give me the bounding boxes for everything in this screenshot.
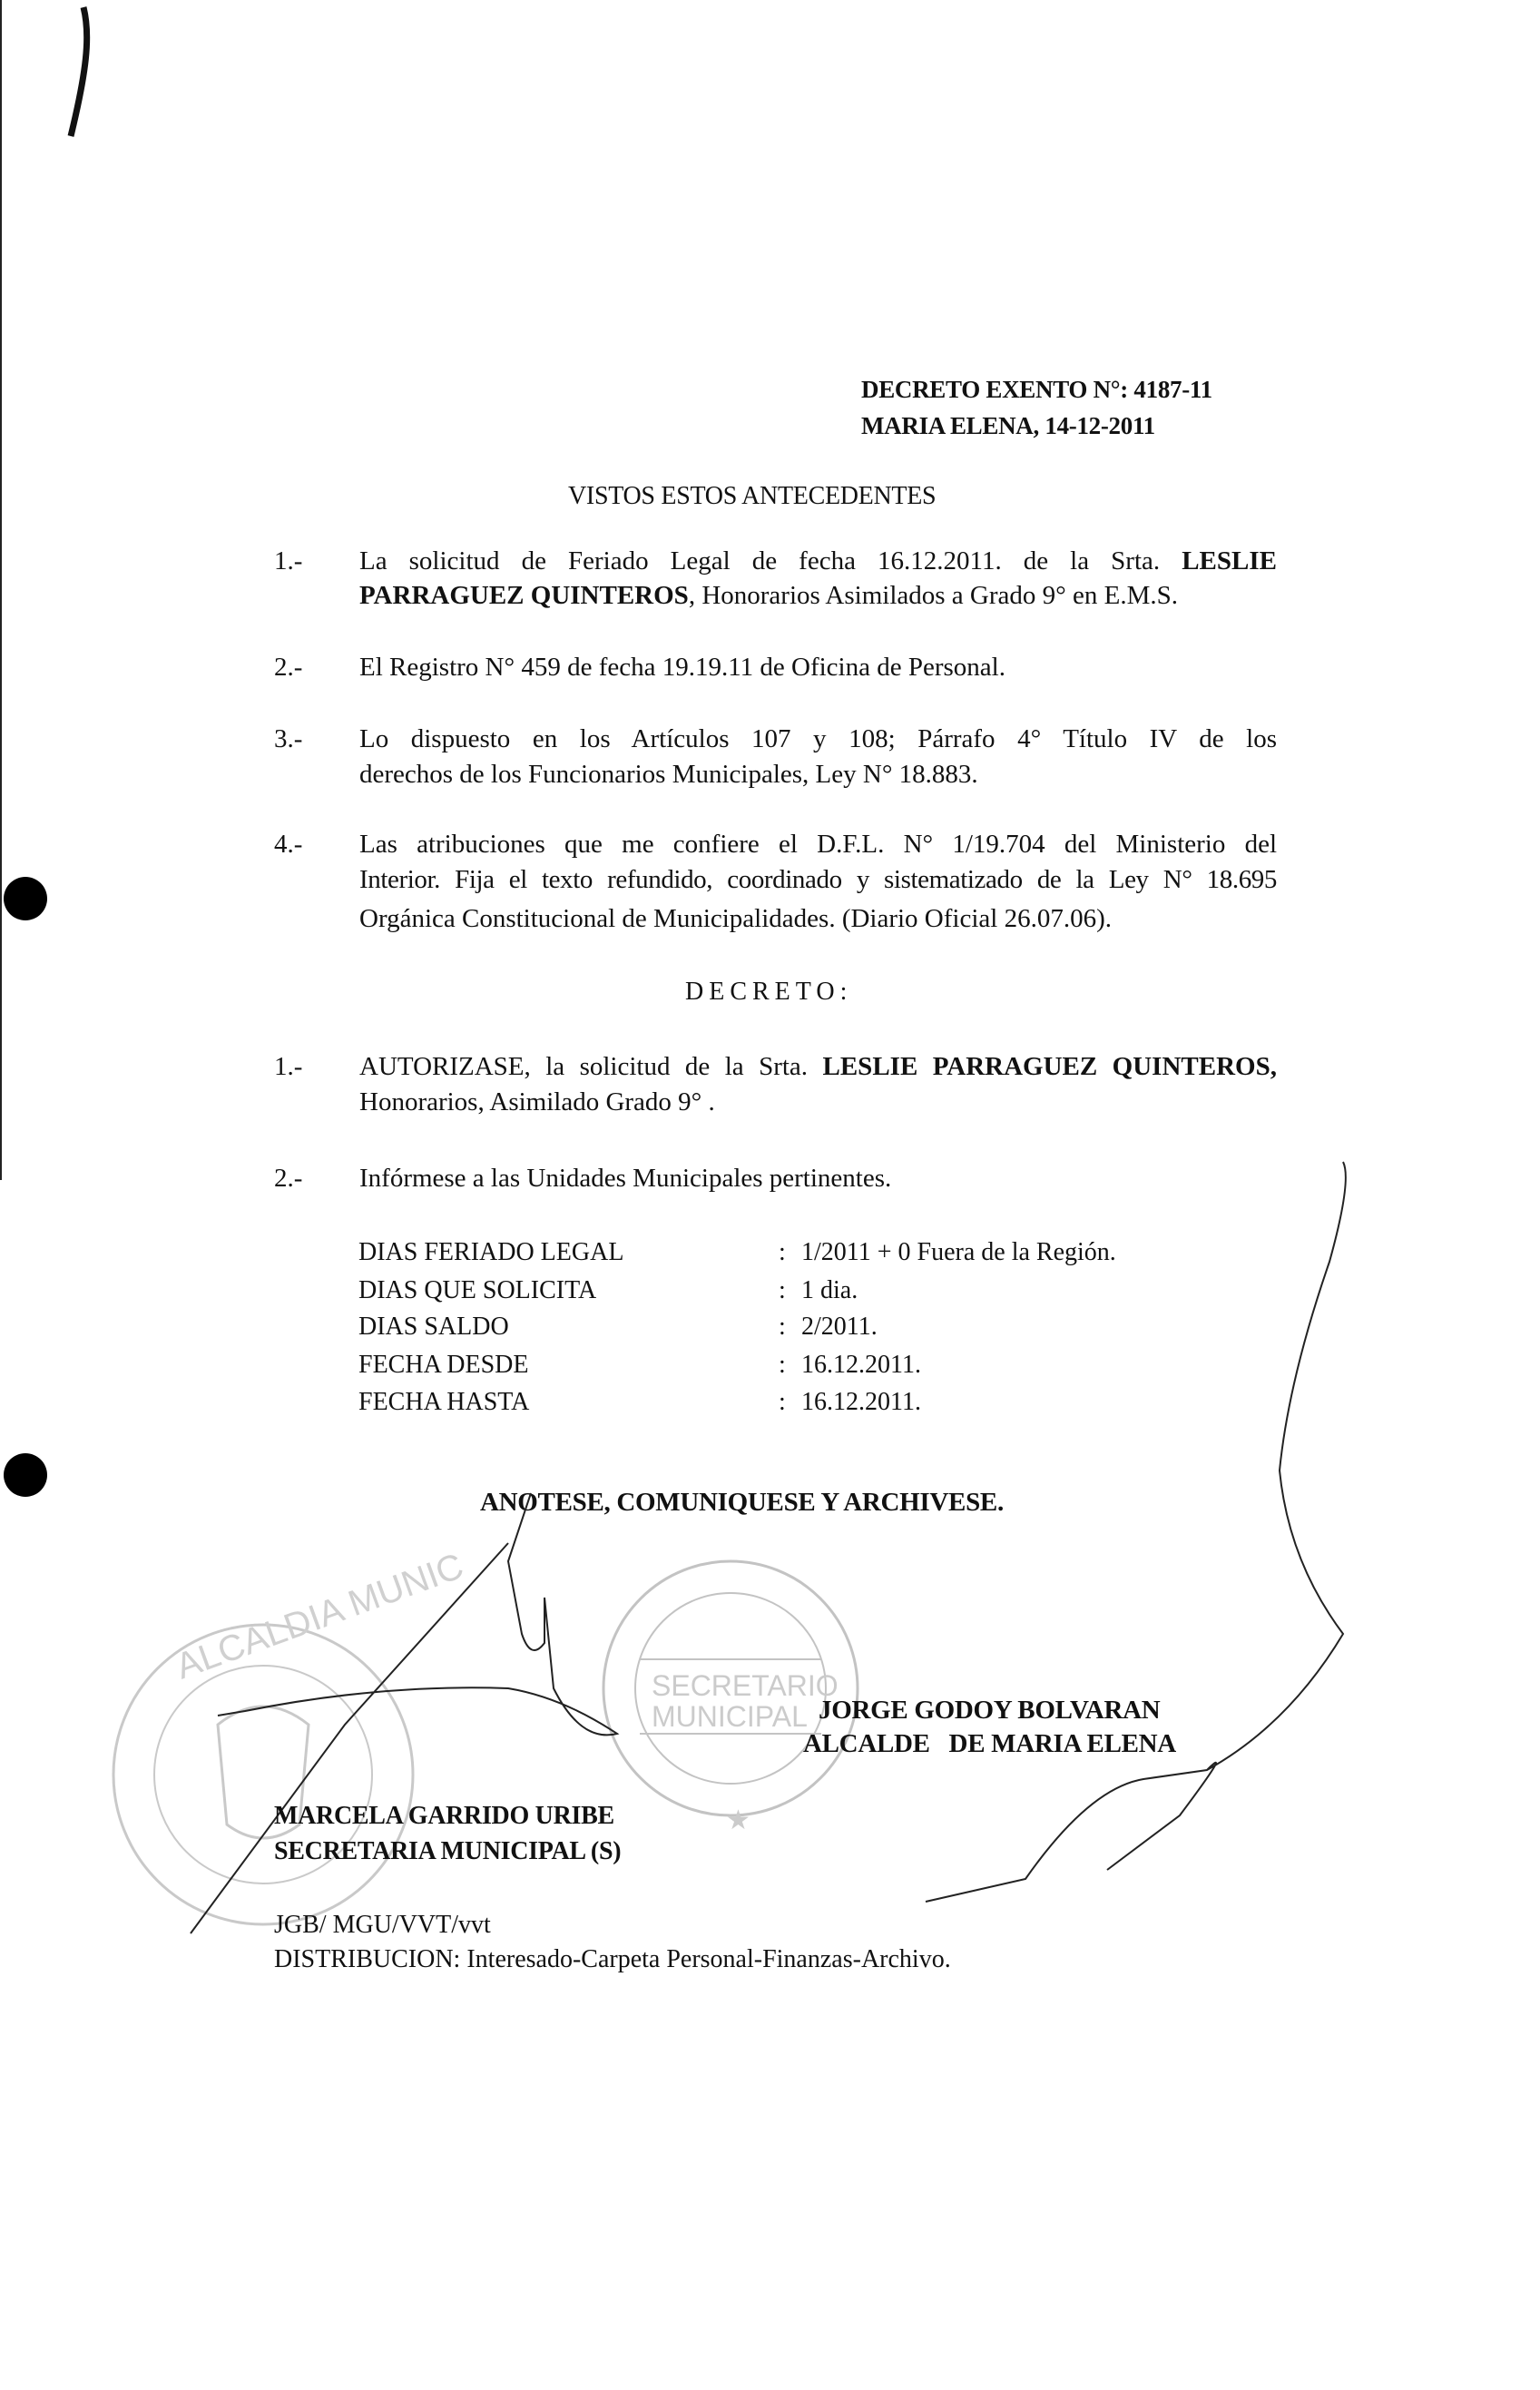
place-date-line bbox=[861, 408, 1155, 443]
detail-colon: : bbox=[779, 1388, 786, 1416]
scan-mark bbox=[71, 7, 87, 136]
employee-name: LESLIE PARRAGUEZ QUINTEROS, bbox=[822, 1052, 1277, 1081]
vistos-item-number: 2.- bbox=[274, 653, 303, 682]
vistos-heading: VISTOS ESTOS ANTECEDENTES bbox=[568, 482, 937, 510]
decreto-item-2-line-1: Infórmese a las Unidades Municipales pertinentes. bbox=[359, 1164, 892, 1193]
svg-text:★: ★ bbox=[726, 1805, 750, 1835]
left-stamp-text: ALCALDIA MUNIC bbox=[171, 1546, 469, 1687]
detail-label: DIAS FERIADO LEGAL bbox=[358, 1238, 624, 1266]
vistos-item-4-line-1: Las atribuciones que me confiere el D.F.L. N° 1/19.704 del Ministerio del bbox=[359, 830, 1277, 859]
vistos-item-4-line-2: Interior. Fija el texto refundido, coordinado y sistematizado de la Ley N° 18.695 bbox=[359, 865, 1277, 894]
vistos-item-number: 4.- bbox=[274, 830, 303, 859]
vistos-item-3-line-1: Lo dispuesto en los Artículos 107 y 108; Párrafo 4° Título IV de los bbox=[359, 724, 1277, 753]
date: 14-12-2011 bbox=[1045, 412, 1155, 439]
vistos-item-1-line-2 bbox=[359, 578, 1277, 613]
detail-value: 16.12.2011. bbox=[801, 1351, 921, 1379]
decreto-heading: DECRETO: bbox=[685, 978, 853, 1006]
decreto-item-number: 1.- bbox=[274, 1052, 303, 1081]
mayor-title: ALCALDE DE MARIA ELENA bbox=[803, 1729, 1176, 1758]
detail-colon: : bbox=[779, 1238, 786, 1266]
decreto-item-1-line-1 bbox=[359, 1049, 1277, 1084]
text: , Honorarios Asimilados a Grado 9° en E.M.S. bbox=[688, 581, 1178, 610]
distribution-list: DISTRIBUCION: Interesado-Carpeta Personal-Finanzas-Archivo. bbox=[274, 1945, 951, 1973]
reference-initials: JGB/ MGU/VVT/vvt bbox=[274, 1911, 491, 1939]
mayor-name: JORGE GODOY BOLVARAN bbox=[819, 1696, 1161, 1725]
detail-label: DIAS SALDO bbox=[358, 1313, 509, 1341]
scan-edge-line bbox=[0, 0, 2, 1180]
vistos-item-number: 1.- bbox=[274, 546, 303, 575]
vistos-item-1-line-1 bbox=[359, 544, 1277, 578]
decree-number: 4187-11 bbox=[1133, 376, 1212, 403]
detail-value: 1/2011 + 0 Fuera de la Región. bbox=[801, 1238, 1116, 1266]
punch-hole-top bbox=[4, 877, 47, 920]
detail-colon: : bbox=[779, 1313, 786, 1341]
closing-formula: ANOTESE, COMUNIQUESE Y ARCHIVESE. bbox=[480, 1488, 1004, 1517]
vistos-item-number: 3.- bbox=[274, 724, 303, 753]
detail-label: DIAS QUE SOLICITA bbox=[358, 1276, 597, 1304]
detail-value: 16.12.2011. bbox=[801, 1388, 921, 1416]
detail-label: FECHA DESDE bbox=[358, 1351, 529, 1379]
vistos-item-3-line-2: derechos de los Funcionarios Municipales, Ley N° 18.883. bbox=[359, 760, 978, 789]
center-stamp-inner-2: MUNICIPAL bbox=[652, 1700, 808, 1733]
decreto-item-number: 2.- bbox=[274, 1164, 303, 1193]
text: AUTORIZASE, la solicitud de la Srta. bbox=[359, 1052, 823, 1081]
detail-value: 2/2011. bbox=[801, 1313, 878, 1341]
employee-name: LESLIE bbox=[1182, 546, 1277, 575]
decree-label: DECRETO EXENTO N°: bbox=[861, 376, 1128, 403]
detail-label: FECHA HASTA bbox=[358, 1388, 530, 1416]
detail-value: 1 dia. bbox=[801, 1276, 858, 1304]
secretary-name: MARCELA GARRIDO URIBE bbox=[274, 1802, 614, 1830]
vistos-item-2-line-1: El Registro N° 459 de fecha 19.19.11 de Oficina de Personal. bbox=[359, 653, 1005, 682]
detail-colon: : bbox=[779, 1351, 786, 1379]
employee-name: PARRAGUEZ QUINTEROS bbox=[359, 581, 689, 610]
detail-colon: : bbox=[779, 1276, 786, 1304]
center-stamp-inner-1: SECRETARIO bbox=[652, 1669, 839, 1702]
text: La solicitud de Feriado Legal de fecha 16.12.2011. de la Srta. bbox=[359, 546, 1182, 575]
place: MARIA ELENA, bbox=[861, 412, 1039, 439]
secretary-title: SECRETARIA MUNICIPAL (S) bbox=[274, 1837, 622, 1865]
vistos-item-4-line-3: Orgánica Constitucional de Municipalidades. (Diario Oficial 26.07.06). bbox=[359, 904, 1112, 933]
decree-number-line bbox=[861, 372, 1212, 407]
punch-hole-bottom bbox=[4, 1453, 47, 1497]
decreto-item-1-line-2: Honorarios, Asimilado Grado 9° . bbox=[359, 1087, 715, 1116]
mayor-signature bbox=[926, 1162, 1346, 1902]
